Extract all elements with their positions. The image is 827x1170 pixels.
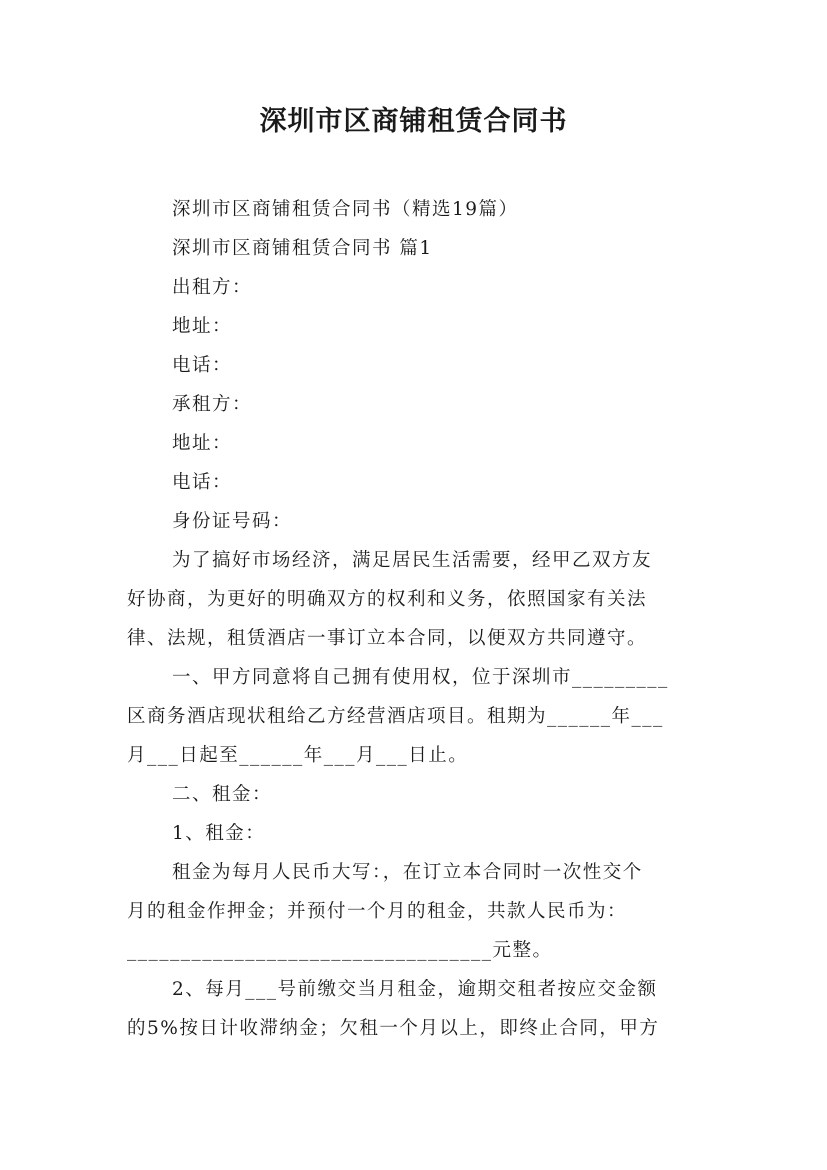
paragraph-row: 租金为每月人民币大写：，在订立本合同时一次性交个 xyxy=(172,862,643,883)
document-body xyxy=(127,190,707,1048)
paragraph-row: 好协商，为更好的明确双方的权利和义务，依照国家有关法 xyxy=(127,589,648,610)
paragraph-row: __________________________________元整。 xyxy=(127,940,553,961)
subtitle-line: 深圳市区商铺租赁合同书（精选19篇） xyxy=(172,199,519,220)
paragraph-row: 2、每月___号前缴交当月租金，逾期交租者按应交金额 xyxy=(172,979,658,1000)
lessor-label: 出租方： xyxy=(172,277,253,298)
lessee-label: 承租方： xyxy=(172,394,253,415)
section-heading: 深圳市区商铺租赁合同书 篇1 xyxy=(172,238,433,259)
paragraph-row: 1、租金： xyxy=(172,823,266,844)
paragraph-row: 区商务酒店现状租给乙方经营酒店项目。租期为______年___ xyxy=(127,706,664,727)
paragraph-row: 为了搞好市场经济，满足居民生活需要，经甲乙双方友 xyxy=(172,550,653,571)
paragraph-row: 律、法规，租赁酒店一事订立本合同，以便双方共同遵守。 xyxy=(127,628,648,649)
lessee-phone-label: 电话： xyxy=(172,472,233,493)
lessor-address-label: 地址： xyxy=(172,316,233,337)
paragraph-rent-heading xyxy=(127,814,707,853)
paragraph-row: 一、甲方同意将自己拥有使用权，位于深圳市_________ xyxy=(172,667,669,688)
lessor-phone-label: 电话： xyxy=(172,355,233,376)
paragraph-row: 月___日起至______年___月___日止。 xyxy=(127,745,469,766)
paragraph-row: 二、租金： xyxy=(172,784,273,805)
paragraph-payment-terms xyxy=(127,970,707,1048)
paragraph-rent-detail xyxy=(127,853,707,970)
paragraph-clause-one xyxy=(127,658,707,775)
paragraph-purpose xyxy=(127,541,707,658)
paragraph-clause-two-heading xyxy=(127,775,707,814)
lessee-address-label: 地址： xyxy=(172,433,233,454)
document-title: 深圳市区商铺租赁合同书 xyxy=(259,106,568,137)
paragraph-row: 的5%按日计收滞纳金；欠租一个月以上，即终止合同，甲方 xyxy=(127,1018,660,1039)
paragraph-row: 月的租金作押金；并预付一个月的租金，共款人民币为： xyxy=(127,901,628,922)
id-number-label: 身份证号码： xyxy=(172,511,293,532)
